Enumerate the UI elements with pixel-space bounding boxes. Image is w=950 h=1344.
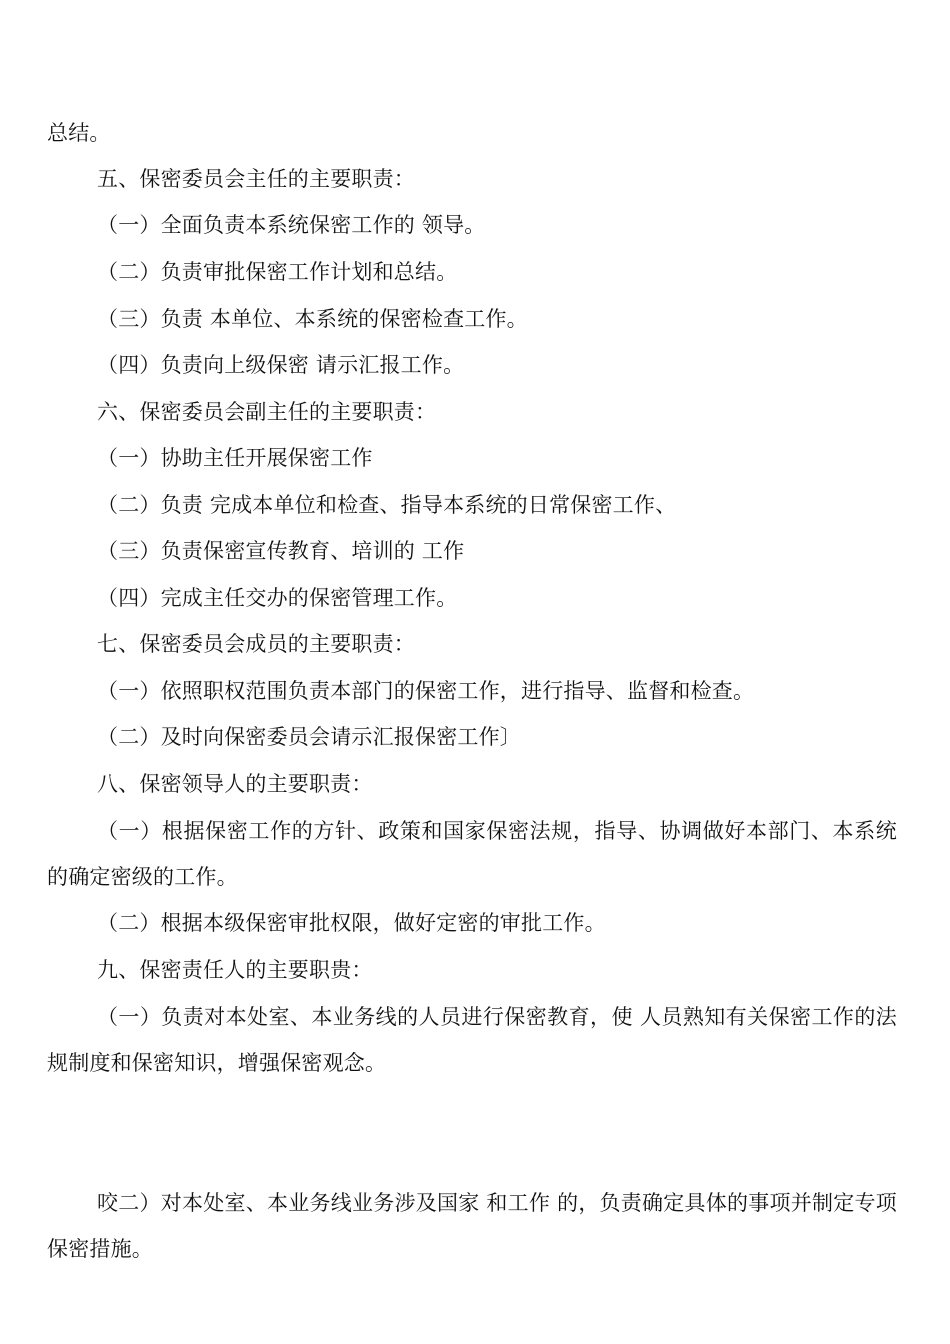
list-item: （二）及时向保密委员会请示汇报保密工作〕 bbox=[97, 725, 521, 749]
list-item: （四）完成主任交办的保密管理工作。 bbox=[97, 586, 458, 610]
paragraph: （一）负责对本处室、本业务线的人员进行保密教育，使 人员熟知有关保密工作的法规制度和保密知识，增强保密观念。 bbox=[47, 1005, 897, 1075]
list-item: （一）依照职权范围负责本部门的保密工作，进行指导、监督和检查。 bbox=[97, 679, 755, 703]
list-item: （二）负责 完成本单位和检查、指导本系统的日常保密工作、 bbox=[97, 493, 677, 517]
paragraph: （一）根据保密工作的方针、政策和国家保密法规，指导、协调做好本部门、本系统的确定密级的工作。 bbox=[47, 819, 897, 889]
section-heading: 九、保密责任人的主要职贵： bbox=[97, 958, 373, 982]
list-item: （二）负责审批保密工作计划和总结。 bbox=[97, 260, 458, 284]
list-item: （一）全面负责本系统保密工作的 领导。 bbox=[97, 213, 486, 237]
list-item: （三）负责 本单位、本系统的保密检查工作。 bbox=[97, 307, 528, 331]
list-item: （一）协助主任开展保密工作 bbox=[97, 446, 373, 470]
text-line: 总结。 bbox=[47, 121, 111, 145]
list-item: （三）负责保密宣传教育、培训的 工作 bbox=[97, 539, 465, 563]
paragraph: 咬二）对本处室、本业务线业务涉及国家 和工作 的，负责确定具体的事项并制定专项保密措施。 bbox=[47, 1191, 897, 1261]
section-heading: 六、保密委员会副主任的主要职责： bbox=[97, 400, 437, 424]
section-heading: 七、保密委员会成员的主要职责： bbox=[97, 632, 415, 656]
section-heading: 五、保密委员会主任的主要职责： bbox=[97, 167, 415, 191]
list-item: （四）负责向上级保密 请示汇报工作。 bbox=[97, 353, 465, 377]
list-item: （二）根据本级保密审批权限，做好定密的审批工作。 bbox=[97, 911, 606, 935]
section-heading: 八、保密领导人的主要职责： bbox=[97, 772, 373, 796]
